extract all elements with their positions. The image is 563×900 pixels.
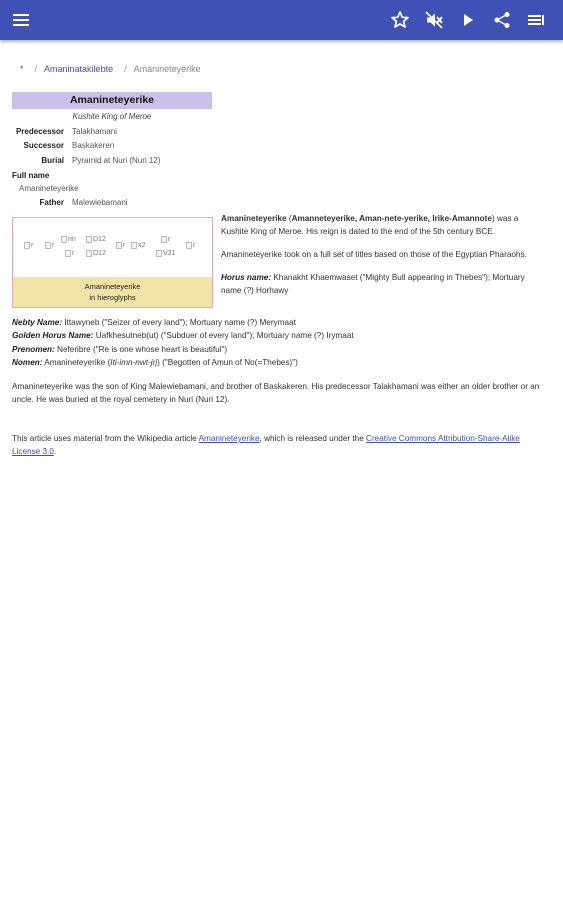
infobox-value[interactable]: Malewiebamani (72, 198, 128, 208)
horus-name: Horus name: Khanakht Khaemwaset ("Mighty Bull appearing in Thebes"); Mortuary name (?) Horhawy (221, 273, 525, 295)
star-icon[interactable] (390, 10, 410, 30)
family-paragraph: Amanineteyerike was the son of King Malewiebamani, and brother of Baskakeren. His predecessor Talakhamani was either an older brother or an uncle. He was buried at the royal cemetery in Nuri (Nuri 12). (12, 382, 540, 404)
infobox-subtitle: Kushite King of Meroe (72, 112, 152, 121)
titles-paragraph: Amanineteyerike took on a full set of titles based on those of the Egyptian Pharaohs. (221, 250, 527, 259)
prenomen: Prenomen: Neferibre ("Re is one whose heart is beautiful") (12, 344, 228, 354)
hieroglyph-images (13, 218, 212, 279)
breadcrumb-parent[interactable]: Amaninatakilebte (44, 64, 114, 74)
infobox-label: Predecessor (15, 126, 64, 136)
golden-horus-name: Golden Horus Name: Uafkhesutneb(ut) ("Subduer of every land"); Mortuary name (?) Irymaat (12, 331, 354, 341)
infobox-label: Successor (23, 141, 64, 151)
article-source-link[interactable]: Amanineteyerike (198, 434, 260, 443)
hieroglyph-image: r (24, 242, 33, 249)
intro-paragraph: Amanineteyerike (Amanneteyerike, Aman-nete-yerike, Irike-Amannote) was a Kushite King of Meroe. His reign is dated to the end of the 5th century BCE. (221, 214, 519, 236)
hieroglyph-image: r (45, 242, 54, 249)
breadcrumb (20, 64, 205, 74)
article-intro (221, 212, 546, 307)
hieroglyph-image: r (161, 236, 170, 243)
infobox-title: Amanineteyerike (12, 92, 212, 109)
app-bar (0, 0, 563, 40)
list-icon[interactable] (526, 10, 546, 30)
breadcrumb-current: Amanineteyerike (133, 64, 201, 74)
hieroglyph-caption: Amanineteyerike in hieroglyphs (13, 277, 212, 307)
breadcrumb-home[interactable]: * (20, 64, 24, 74)
hieroglyph-image: r (116, 242, 125, 249)
infobox-row (12, 153, 212, 168)
hieroglyph-image: x2 (131, 242, 145, 249)
titles-list (12, 316, 552, 369)
play-icon[interactable] (458, 10, 478, 30)
infobox-value: Pyramid at Nuri (Nuri 12) (72, 155, 161, 165)
license-link[interactable]: Creative Commons Attribution-Share-Alike License 3.0 (12, 434, 520, 456)
mute-icon[interactable] (424, 10, 444, 30)
infobox-full-name-value: Amanineteyerike (19, 183, 79, 193)
infobox-value[interactable]: Talakhamani (72, 126, 117, 136)
infobox-row (12, 124, 212, 139)
infobox-label: Burial (41, 155, 64, 165)
nomen: Nomen: Amanineteyerike (Iti-imn-nwt-jrj) ("Begotten of Amun of No(=Thebes)") (12, 357, 298, 367)
infobox-row (12, 139, 212, 154)
infobox-full-name-label: Full name (12, 170, 50, 180)
hieroglyph-image: r (65, 250, 74, 257)
hieroglyph-image: D12 (86, 236, 106, 243)
nebty-name: Nebty Name: Ittawyneb ("Seizer of every land"); Mortuary name (?) Merymaat (12, 318, 296, 327)
breadcrumb-separator: / (124, 64, 127, 74)
hieroglyph-image: nn (61, 236, 76, 243)
breadcrumb-separator: / (34, 64, 38, 74)
hieroglyph-image: V31 (156, 250, 175, 257)
menu-icon[interactable] (11, 10, 31, 30)
share-icon[interactable] (492, 10, 512, 30)
infobox-label: Father (39, 198, 64, 208)
infobox-row (12, 196, 212, 211)
infobox (12, 92, 212, 210)
hieroglyph-image: r (186, 242, 195, 249)
hieroglyph-box (12, 217, 213, 308)
hieroglyph-image: D12 (86, 250, 106, 257)
infobox-value[interactable]: Baskakeren (72, 141, 115, 151)
license-paragraph: This article uses material from the Wikipedia article Amanineteyerike, which is released under the Creative Commons Attribution-Share-Alike License 3.0. (12, 434, 520, 456)
